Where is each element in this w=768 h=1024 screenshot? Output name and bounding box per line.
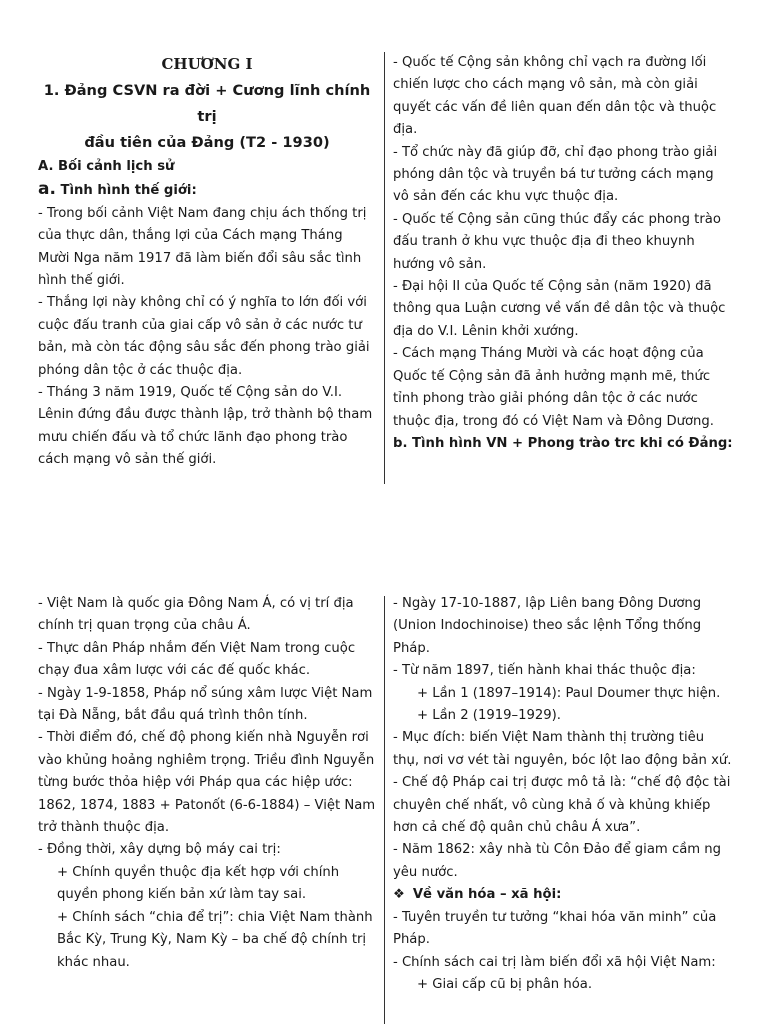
subsection-a-text: Tình hình thế giới: [55,183,197,199]
chapter-heading: CHƯƠNG I [161,55,253,73]
paragraph: - Chính sách cai trị làm biến đổi xã hội Việt Nam: [393,954,716,970]
diamond-bullet-icon: ❖ [393,887,405,903]
subsection-a-letter: a. [38,179,56,200]
page1-left-column [38,52,376,472]
paragraph: - Mục đích: biến Việt Nam thành thị trường tiêu thụ, nơi vơ vét tài nguyên, bóc lột lao động bản xứ. [393,730,732,768]
paragraph: - Quốc tế Cộng sản cũng thúc đẩy các phong trào đấu tranh ở khu vực thuộc địa đi theo khuynh hướng vô sản. [393,211,721,272]
paragraph: - Quốc tế Cộng sản không chỉ vạch ra đường lối chiến lược cho cách mạng vô sản, mà còn giải quyết các vấn đề liên quan đến dân tộc và thuộc địa. [393,55,717,138]
page2-right-column [393,593,733,996]
sub-bullet: + Lần 1 (1897–1914): Paul Doumer thực hiện. [417,685,721,701]
section-b-heading: b. Tình hình VN + Phong trào trc khi có Đảng: [393,435,733,451]
paragraph: - Việt Nam là quốc gia Đông Nam Á, có vị trí địa chính trị quan trọng của châu Á. [38,596,354,634]
paragraph: - Thắng lợi này không chỉ có ý nghĩa to lớn đối với cuộc đấu tranh của giai cấp vô sản ở các nước tư bản, mà còn tác động sâu sắc đến phong trào giải phóng dân tộc ở các thuộc địa. [38,295,370,378]
subsection-a-heading [38,178,376,202]
culture-heading-text: Về văn hóa – xã hội: [412,887,562,903]
paragraph: - Tổ chức này đã giúp đỡ, chỉ đạo phong trào giải phóng dân tộc và truyền bá tư tưởng cách mạng vô sản đến các khu vực thuộc địa. [393,144,718,205]
column-divider [384,52,385,484]
page1-right-column [393,52,733,455]
paragraph: - Cách mạng Tháng Mười và các hoạt động của Quốc tế Cộng sản đã ảnh hưởng mạnh mẽ, thức tỉnh phong trào giải phóng dân tộc ở các nước thuộc địa, trong đó có Việt Nam và Đông Dương. [393,346,714,429]
paragraph: - Tháng 3 năm 1919, Quốc tế Cộng sản do V.I. Lênin đứng đầu được thành lập, trở thành bộ tham mưu chiến đấu và tổ chức lãnh đạo phong trào cách mạng vô sản thế giới. [38,385,373,468]
column-divider [384,596,385,1024]
page2-left-column [38,593,376,974]
paragraph: - Ngày 17-10-1887, lập Liên bang Đông Dương (Union Indochinoise) theo sắc lệnh Tổng thống Pháp. [393,596,702,656]
paragraph: - Năm 1862: xây nhà tù Côn Đảo để giam cầm ng yêu nước. [393,842,722,880]
paragraph: - Trong bối cảnh Việt Nam đang chịu ách thống trị của thực dân, thắng lợi của Cách mạng Tháng Mười Nga năm 1917 đã làm biến đổi sâu sắc tình hình thế giới. [38,205,367,289]
section-title-line1: 1. Đảng CSVN ra đời + Cương lĩnh chính trị [43,82,371,125]
culture-heading [393,884,733,906]
paragraph: - Thời điểm đó, chế độ phong kiến nhà Nguyễn rơi vào khủng hoảng nghiêm trọng. Triều đình Nguyễn từng bước thỏa hiệp với Pháp qua các hiệp ước: 1862, 1874, 1883 + Patonốt (6-6-1884) – Việt Nam trở thành thuộc địa. [38,730,376,836]
paragraph: - Đồng thời, xây dựng bộ máy cai trị: [38,842,281,858]
sub-bullet: + Giai cấp cũ bị phân hóa. [417,976,593,992]
sub-bullet: + Chính quyền thuộc địa kết hợp với chính quyền phong kiến bản xứ làm tay sai. [57,864,340,903]
paragraph: - Ngày 1-9-1858, Pháp nổ súng xâm lược Việt Nam tại Đà Nẵng, bắt đầu quá trình thôn tính. [38,685,373,724]
paragraph: - Đại hội II của Quốc tế Cộng sản (năm 1920) đã thông qua Luận cương về vấn đề dân tộc và thuộc địa do V.I. Lênin khởi xướng. [393,279,726,339]
section-a-heading: A. Bối cảnh lịch sử [38,159,175,174]
paragraph: - Từ năm 1897, tiến hành khai thác thuộc địa: [393,663,696,679]
sub-bullet: + Chính sách “chia để trị”: chia Việt Nam thành Bắc Kỳ, Trung Kỳ, Nam Kỳ – ba chế độ chính trị khác nhau. [57,909,373,970]
section-title-line2: đầu tiên của Đảng (T2 - 1930) [84,134,330,151]
paragraph: - Thực dân Pháp nhắm đến Việt Nam trong cuộc chạy đua xâm lược với các đế quốc khác. [38,640,356,679]
paragraph: - Tuyên truyền tư tưởng “khai hóa văn minh” của Pháp. [393,909,717,948]
sub-bullet: + Lần 2 (1919–1929). [417,708,562,724]
paragraph: - Chế độ Pháp cai trị được mô tả là: “chế độ độc tài chuyên chế nhất, vô cùng khả ố và khủng khiếp hơn cả chế độ quân chủ châu Á xưa”. [393,775,731,836]
